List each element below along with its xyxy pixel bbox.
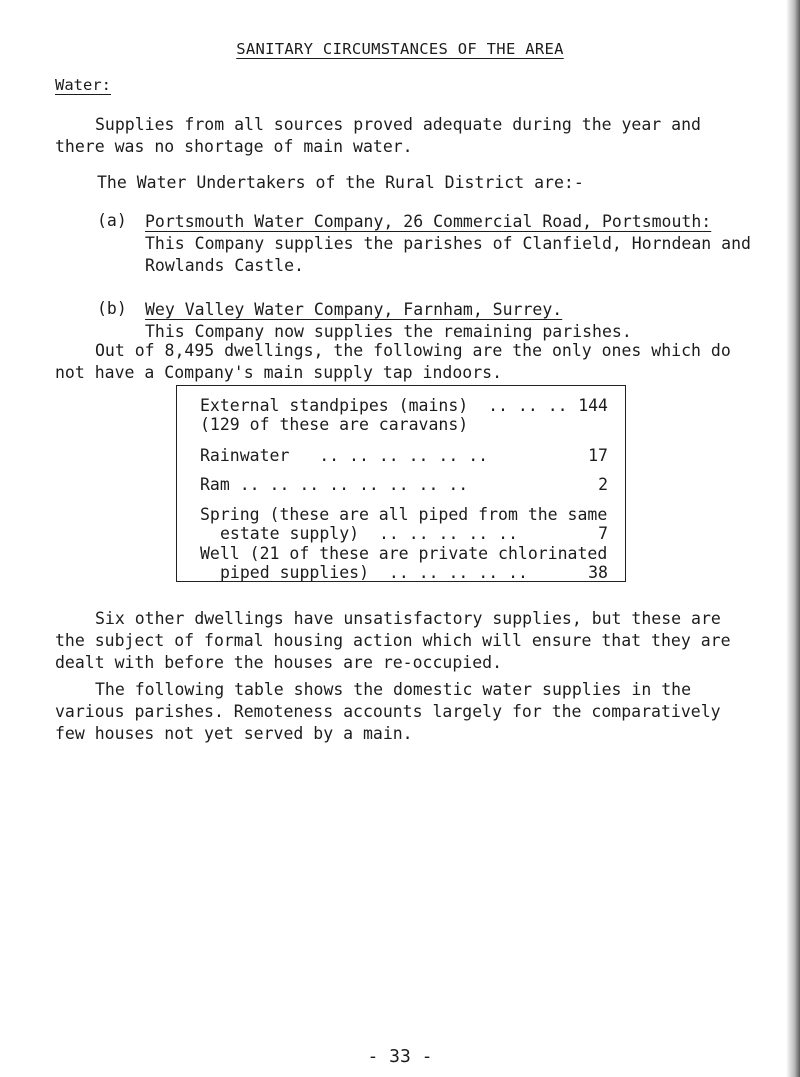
page-number: - 33 - xyxy=(367,1046,433,1067)
row-value: 144 xyxy=(578,396,608,415)
item-a-label: (a) xyxy=(97,211,127,230)
item-b-body xyxy=(145,299,632,343)
row-label: Well (21 of these are private chlorinated xyxy=(200,544,608,563)
row-label-cont: estate supply) .. .. .. .. .. xyxy=(220,524,519,543)
row-value: 2 xyxy=(598,475,608,494)
paragraph-following: The following table shows the domestic water supplies in the various parishes. Remoteness accounts largely for the comparatively few houses not yet served by a main. xyxy=(55,680,721,743)
item-b-label: (b) xyxy=(97,299,127,318)
table-row xyxy=(200,505,608,545)
paragraph-out-of: Out of 8,495 dwellings, the following are the only ones which do not have a Company's main supply tap indoors. xyxy=(55,341,731,382)
item-a-body xyxy=(145,211,751,277)
table-row xyxy=(200,446,608,466)
paragraph-undertakers: The Water Undertakers of the Rural District are:- xyxy=(97,173,584,192)
table-row xyxy=(200,544,608,584)
row-note: (129 of these are caravans) xyxy=(200,415,469,434)
row-label: Rainwater .. .. .. .. .. .. xyxy=(200,446,489,465)
item-b-desc-line1: This Company now supplies the remaining parishes. xyxy=(145,322,632,341)
row-value: 7 xyxy=(598,524,608,543)
scan-edge-shadow xyxy=(786,0,800,1077)
item-a-desc-line1: This Company supplies the parishes of Clanfield, Horndean and xyxy=(145,234,751,253)
row-value: 38 xyxy=(588,563,608,582)
item-a-desc-line2: Rowlands Castle. xyxy=(145,256,304,275)
row-value: 17 xyxy=(588,446,608,465)
paragraph-supplies: Supplies from all sources proved adequate during the year and there was no shortage of main water. xyxy=(55,115,701,156)
row-label: Ram .. .. .. .. .. .. .. .. xyxy=(200,475,469,494)
row-label-cont: piped supplies) .. .. .. .. .. xyxy=(220,563,528,582)
item-a-name: Portsmouth Water Company, 26 Commercial Road, Portsmouth: xyxy=(145,212,712,231)
table-row xyxy=(200,396,608,436)
table-row xyxy=(200,475,608,495)
paragraph-six-dwellings: Six other dwellings have unsatisfactory supplies, but these are the subject of formal housing action which will ensure that they are dealt with before the houses are re-occupied. xyxy=(55,609,731,672)
page-title: SANITARY CIRCUMSTANCES OF THE AREA xyxy=(236,40,564,58)
item-b-name: Wey Valley Water Company, Farnham, Surrey. xyxy=(145,300,563,319)
section-heading: Water: xyxy=(55,76,111,94)
row-label: Spring (these are all piped from the same xyxy=(200,505,608,524)
row-label: External standpipes (mains) .. .. .. xyxy=(200,396,568,415)
